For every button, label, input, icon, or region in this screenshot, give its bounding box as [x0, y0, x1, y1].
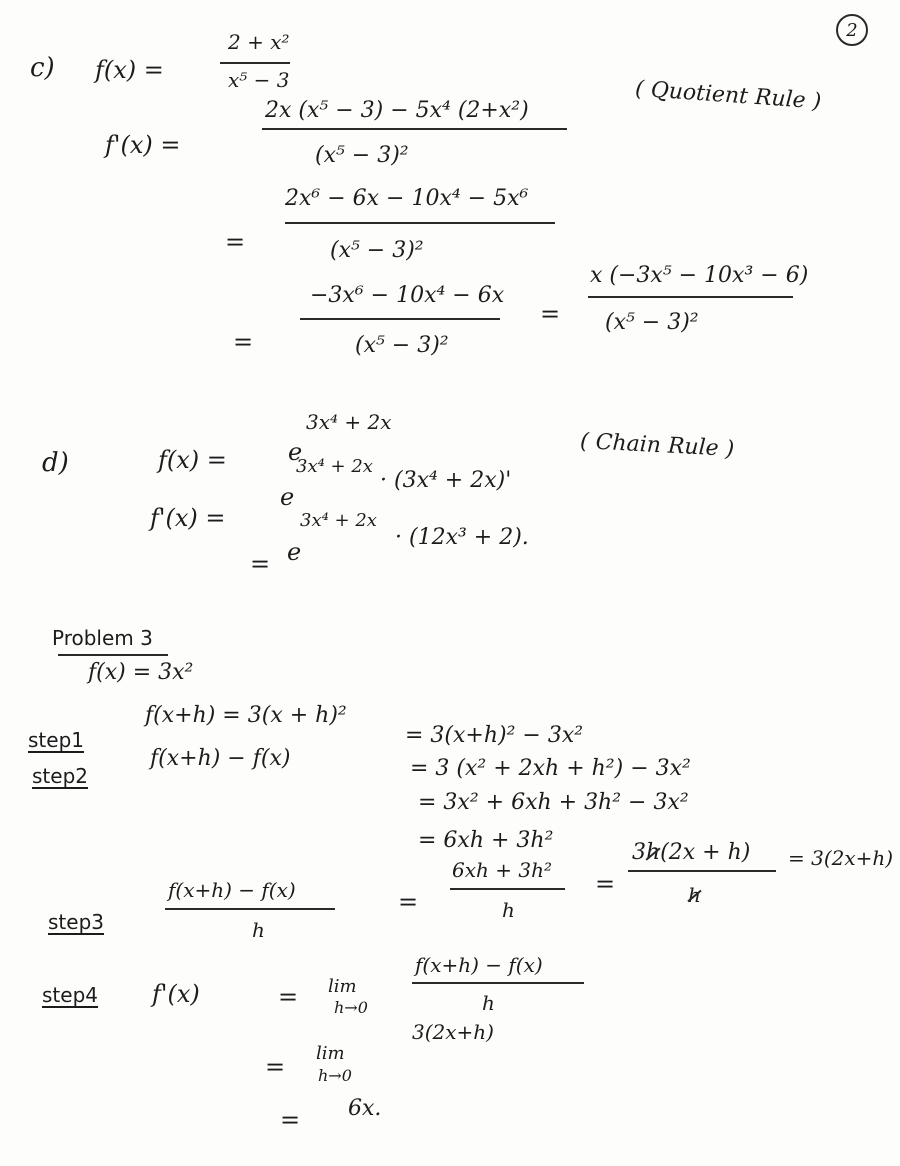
step3-numerator-3-coef: 3 [632, 840, 646, 865]
step3-denominator: h [252, 918, 265, 942]
part-d-fprime-base: e [280, 483, 295, 511]
fraction-bar [220, 62, 290, 64]
equals-sign: = [250, 550, 271, 578]
step4-denominator: h [482, 991, 495, 1015]
fraction-bar [300, 318, 500, 320]
step3-numerator-3-factor: (2x + h) [660, 840, 751, 865]
step3-label: step3 [48, 910, 104, 934]
final-answer: 6x. [348, 1096, 382, 1121]
equals-sign: = [398, 888, 419, 916]
part-c-step3-denominator: (x⁵ − 3)² [355, 333, 449, 358]
part-d-fprime-exponent: 3x⁴ + 2x [296, 456, 373, 477]
part-d-final-tail: · (12x³ + 2). [395, 525, 529, 550]
equals-sign: = [265, 1053, 286, 1081]
limit-subscript: h→0 [334, 998, 368, 1017]
part-d-fprime-lhs: f'(x) = [150, 504, 226, 532]
step4-label: step4 [42, 983, 98, 1007]
limit-symbol: lim [328, 976, 357, 997]
page-number-text: 2 [846, 19, 858, 41]
title-underline [58, 654, 168, 656]
equals-sign: = [278, 983, 299, 1011]
limit-expression: 3(2x+h) [412, 1020, 494, 1044]
fraction-bar [285, 222, 555, 224]
fraction-bar [165, 908, 335, 910]
problem3-f-def: f(x) = 3x² [88, 660, 194, 685]
step2-label: step2 [32, 764, 88, 788]
step3-numerator-3 [632, 842, 750, 864]
part-c-fprime-lhs: f'(x) = [105, 131, 181, 159]
part-d-f-exponent: 3x⁴ + 2x [306, 410, 392, 434]
equals-sign: = [280, 1106, 301, 1134]
step4-lhs: f'(x) [152, 980, 200, 1008]
limit-subscript-2: h→0 [318, 1066, 352, 1085]
part-c-step4-denominator: (x⁵ − 3)² [605, 310, 699, 335]
part-c-f-denominator: x⁵ − 3 [228, 68, 290, 92]
step4-numerator: f(x+h) − f(x) [415, 953, 543, 977]
equals-sign: = [540, 300, 561, 328]
part-d-f-lhs: f(x) = [158, 446, 227, 474]
part-c-f-def: f(x) = [95, 56, 164, 84]
step1-label: step1 [28, 728, 84, 752]
part-d-f-base: e [288, 438, 303, 466]
cancelled-h: h [646, 840, 661, 865]
fraction-bar [588, 296, 793, 298]
part-d-final-base: e [287, 538, 302, 566]
part-d-label: d) [42, 448, 69, 478]
part-c-step1-denominator: (x⁵ − 3)² [315, 143, 409, 168]
step2-line2: = 3 (x² + 2xh + h²) − 3x² [410, 756, 691, 781]
step3-result: = 3(2x+h) [788, 846, 894, 870]
problem3-title: Problem 3 [52, 626, 153, 650]
step1-expression: f(x+h) = 3(x + h)² [145, 703, 347, 728]
fraction-bar [628, 870, 776, 872]
step3-denominator-3 [688, 885, 701, 905]
part-c-step2-numerator: 2x⁶ − 6x − 10x⁴ − 5x⁶ [285, 186, 529, 211]
step2-line4: = 6xh + 3h² [418, 828, 554, 853]
part-c-step4-numerator: x (−3x⁵ − 10x³ − 6) [590, 263, 809, 288]
equals-sign: = [233, 328, 254, 356]
part-c-label: c) [30, 53, 55, 83]
fraction-bar [450, 888, 565, 890]
limit-symbol-2: lim [316, 1043, 345, 1064]
equals-sign: = [225, 228, 246, 256]
part-c-step1-numerator: 2x (x⁵ − 3) − 5x⁴ (2+x²) [265, 98, 529, 123]
step3-denominator-2: h [502, 898, 515, 922]
step2-line3: = 3x² + 6xh + 3h² − 3x² [418, 790, 689, 815]
page-number [836, 14, 868, 46]
quotient-rule-note: ( Quotient Rule ) [634, 76, 822, 115]
equals-sign: = [595, 870, 616, 898]
fraction-bar [262, 128, 567, 130]
step2-lhs: f(x+h) − f(x) [150, 746, 291, 771]
fraction-bar [412, 982, 584, 984]
part-d-fprime-tail: · (3x⁴ + 2x)' [380, 468, 512, 493]
step2-line1: = 3(x+h)² − 3x² [405, 723, 584, 748]
step3-numerator-2: 6xh + 3h² [452, 858, 552, 882]
step3-numerator: f(x+h) − f(x) [168, 878, 296, 902]
cancelled-h: h [688, 883, 701, 907]
part-c-step3-numerator: −3x⁶ − 10x⁴ − 6x [310, 283, 505, 308]
part-c-step2-denominator: (x⁵ − 3)² [330, 238, 424, 263]
part-d-final-exponent: 3x⁴ + 2x [300, 510, 377, 531]
chain-rule-note: ( Chain Rule ) [579, 428, 735, 463]
part-c-f-numerator: 2 + x² [228, 30, 290, 54]
